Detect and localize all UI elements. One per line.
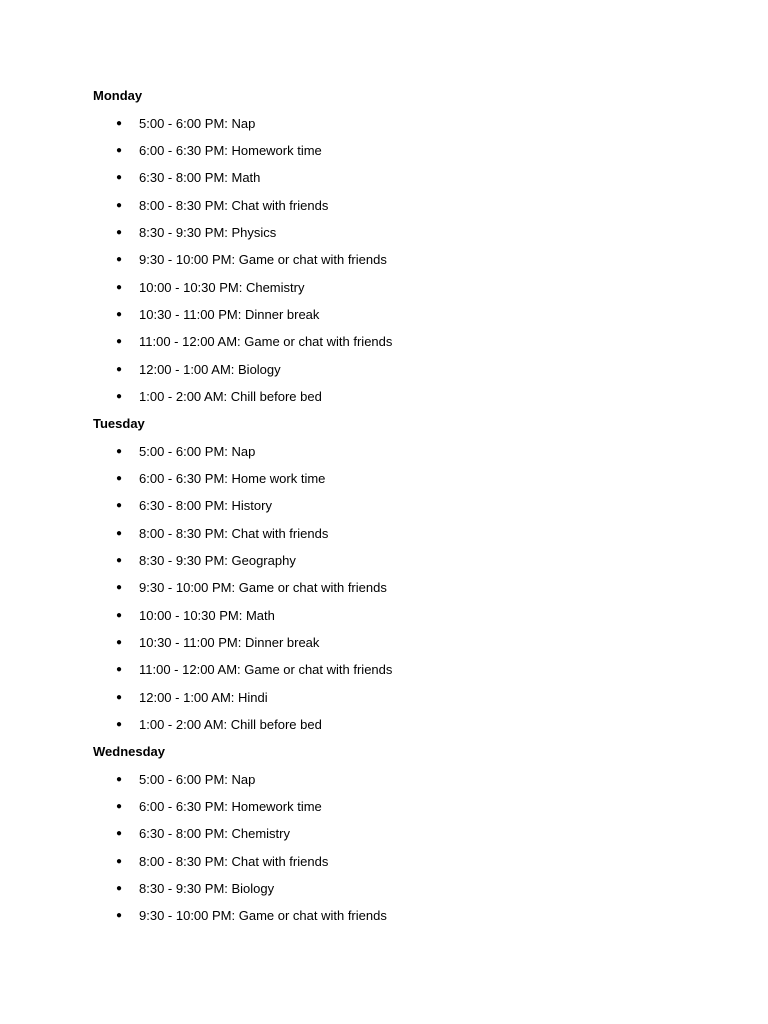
list-item [0,608,700,624]
bullet-icon: ● [116,801,123,812]
list-item-text: 6:00 - 6:30 PM: Home work time [139,471,326,486]
list-item-text: 8:00 - 8:30 PM: Chat with friends [139,854,329,869]
list-item [0,116,700,132]
list-item [0,881,700,897]
list-item [0,225,700,241]
list-item [0,526,700,542]
bullet-icon: ● [116,254,123,265]
list-item [0,690,700,706]
bullet-icon: ● [116,282,123,293]
list-item-text: 9:30 - 10:00 PM: Game or chat with friends [139,908,387,923]
bullet-icon: ● [116,582,123,593]
list-item [0,662,700,678]
bullet-icon: ● [116,227,123,238]
bullet-icon: ● [116,692,123,703]
day-heading-wednesday: Wednesday [93,744,166,759]
bullet-icon: ● [116,856,123,867]
list-item-text: 6:00 - 6:30 PM: Homework time [139,799,322,814]
bullet-icon: ● [116,200,123,211]
list-item [0,772,700,788]
list-item [0,471,700,487]
bullet-icon: ● [116,555,123,566]
bullet-icon: ● [116,172,123,183]
bullet-icon: ● [116,637,123,648]
list-item-text: 5:00 - 6:00 PM: Nap [139,444,256,459]
list-item-text: 5:00 - 6:00 PM: Nap [139,772,256,787]
list-item-text: 6:30 - 8:00 PM: History [139,498,272,513]
list-item-text: 11:00 - 12:00 AM: Game or chat with friends [139,662,393,677]
list-item-text: 8:30 - 9:30 PM: Biology [139,881,275,896]
day-heading-tuesday: Tuesday [93,416,145,431]
bullet-icon: ● [116,500,123,511]
bullet-icon: ● [116,719,123,730]
list-item [0,498,700,514]
list-item [0,170,700,186]
list-item [0,280,700,296]
day-heading-monday: Monday [93,88,143,103]
list-item [0,389,700,405]
list-item-text: 6:30 - 8:00 PM: Chemistry [139,826,290,841]
list-item [0,854,700,870]
bullet-icon: ● [116,774,123,785]
list-item-text: 11:00 - 12:00 AM: Game or chat with friends [139,334,393,349]
list-item-text: 12:00 - 1:00 AM: Biology [139,362,281,377]
bullet-icon: ● [116,910,123,921]
bullet-icon: ● [116,118,123,129]
list-item-text: 1:00 - 2:00 AM: Chill before bed [139,717,322,732]
list-item-text: 8:00 - 8:30 PM: Chat with friends [139,198,329,213]
list-item-text: 10:30 - 11:00 PM: Dinner break [139,307,320,322]
list-item [0,635,700,651]
list-item [0,143,700,159]
list-item-text: 8:30 - 9:30 PM: Geography [139,553,296,568]
list-item-text: 8:00 - 8:30 PM: Chat with friends [139,526,329,541]
list-item [0,362,700,378]
bullet-icon: ● [116,446,123,457]
bullet-icon: ● [116,145,123,156]
list-item [0,444,700,460]
list-item-text: 8:30 - 9:30 PM: Physics [139,225,277,240]
list-item [0,252,700,268]
bullet-icon: ● [116,391,123,402]
bullet-icon: ● [116,664,123,675]
list-item [0,908,700,924]
bullet-icon: ● [116,828,123,839]
bullet-icon: ● [116,528,123,539]
list-item [0,826,700,842]
bullet-icon: ● [116,883,123,894]
list-item-text: 6:00 - 6:30 PM: Homework time [139,143,322,158]
list-item-text: 6:30 - 8:00 PM: Math [139,170,261,185]
list-item [0,580,700,596]
bullet-icon: ● [116,610,123,621]
list-item-text: 5:00 - 6:00 PM: Nap [139,116,256,131]
list-item-text: 9:30 - 10:00 PM: Game or chat with friends [139,252,387,267]
list-item-text: 10:00 - 10:30 PM: Chemistry [139,280,305,295]
bullet-icon: ● [116,364,123,375]
list-item-text: 10:00 - 10:30 PM: Math [139,608,275,623]
list-item-text: 10:30 - 11:00 PM: Dinner break [139,635,320,650]
list-item [0,198,700,214]
list-item [0,334,700,350]
list-item [0,717,700,733]
list-item-text: 1:00 - 2:00 AM: Chill before bed [139,389,322,404]
bullet-icon: ● [116,309,123,320]
bullet-icon: ● [116,473,123,484]
list-item [0,553,700,569]
list-item [0,799,700,815]
list-item-text: 9:30 - 10:00 PM: Game or chat with friends [139,580,387,595]
bullet-icon: ● [116,336,123,347]
list-item [0,307,700,323]
list-item-text: 12:00 - 1:00 AM: Hindi [139,690,268,705]
